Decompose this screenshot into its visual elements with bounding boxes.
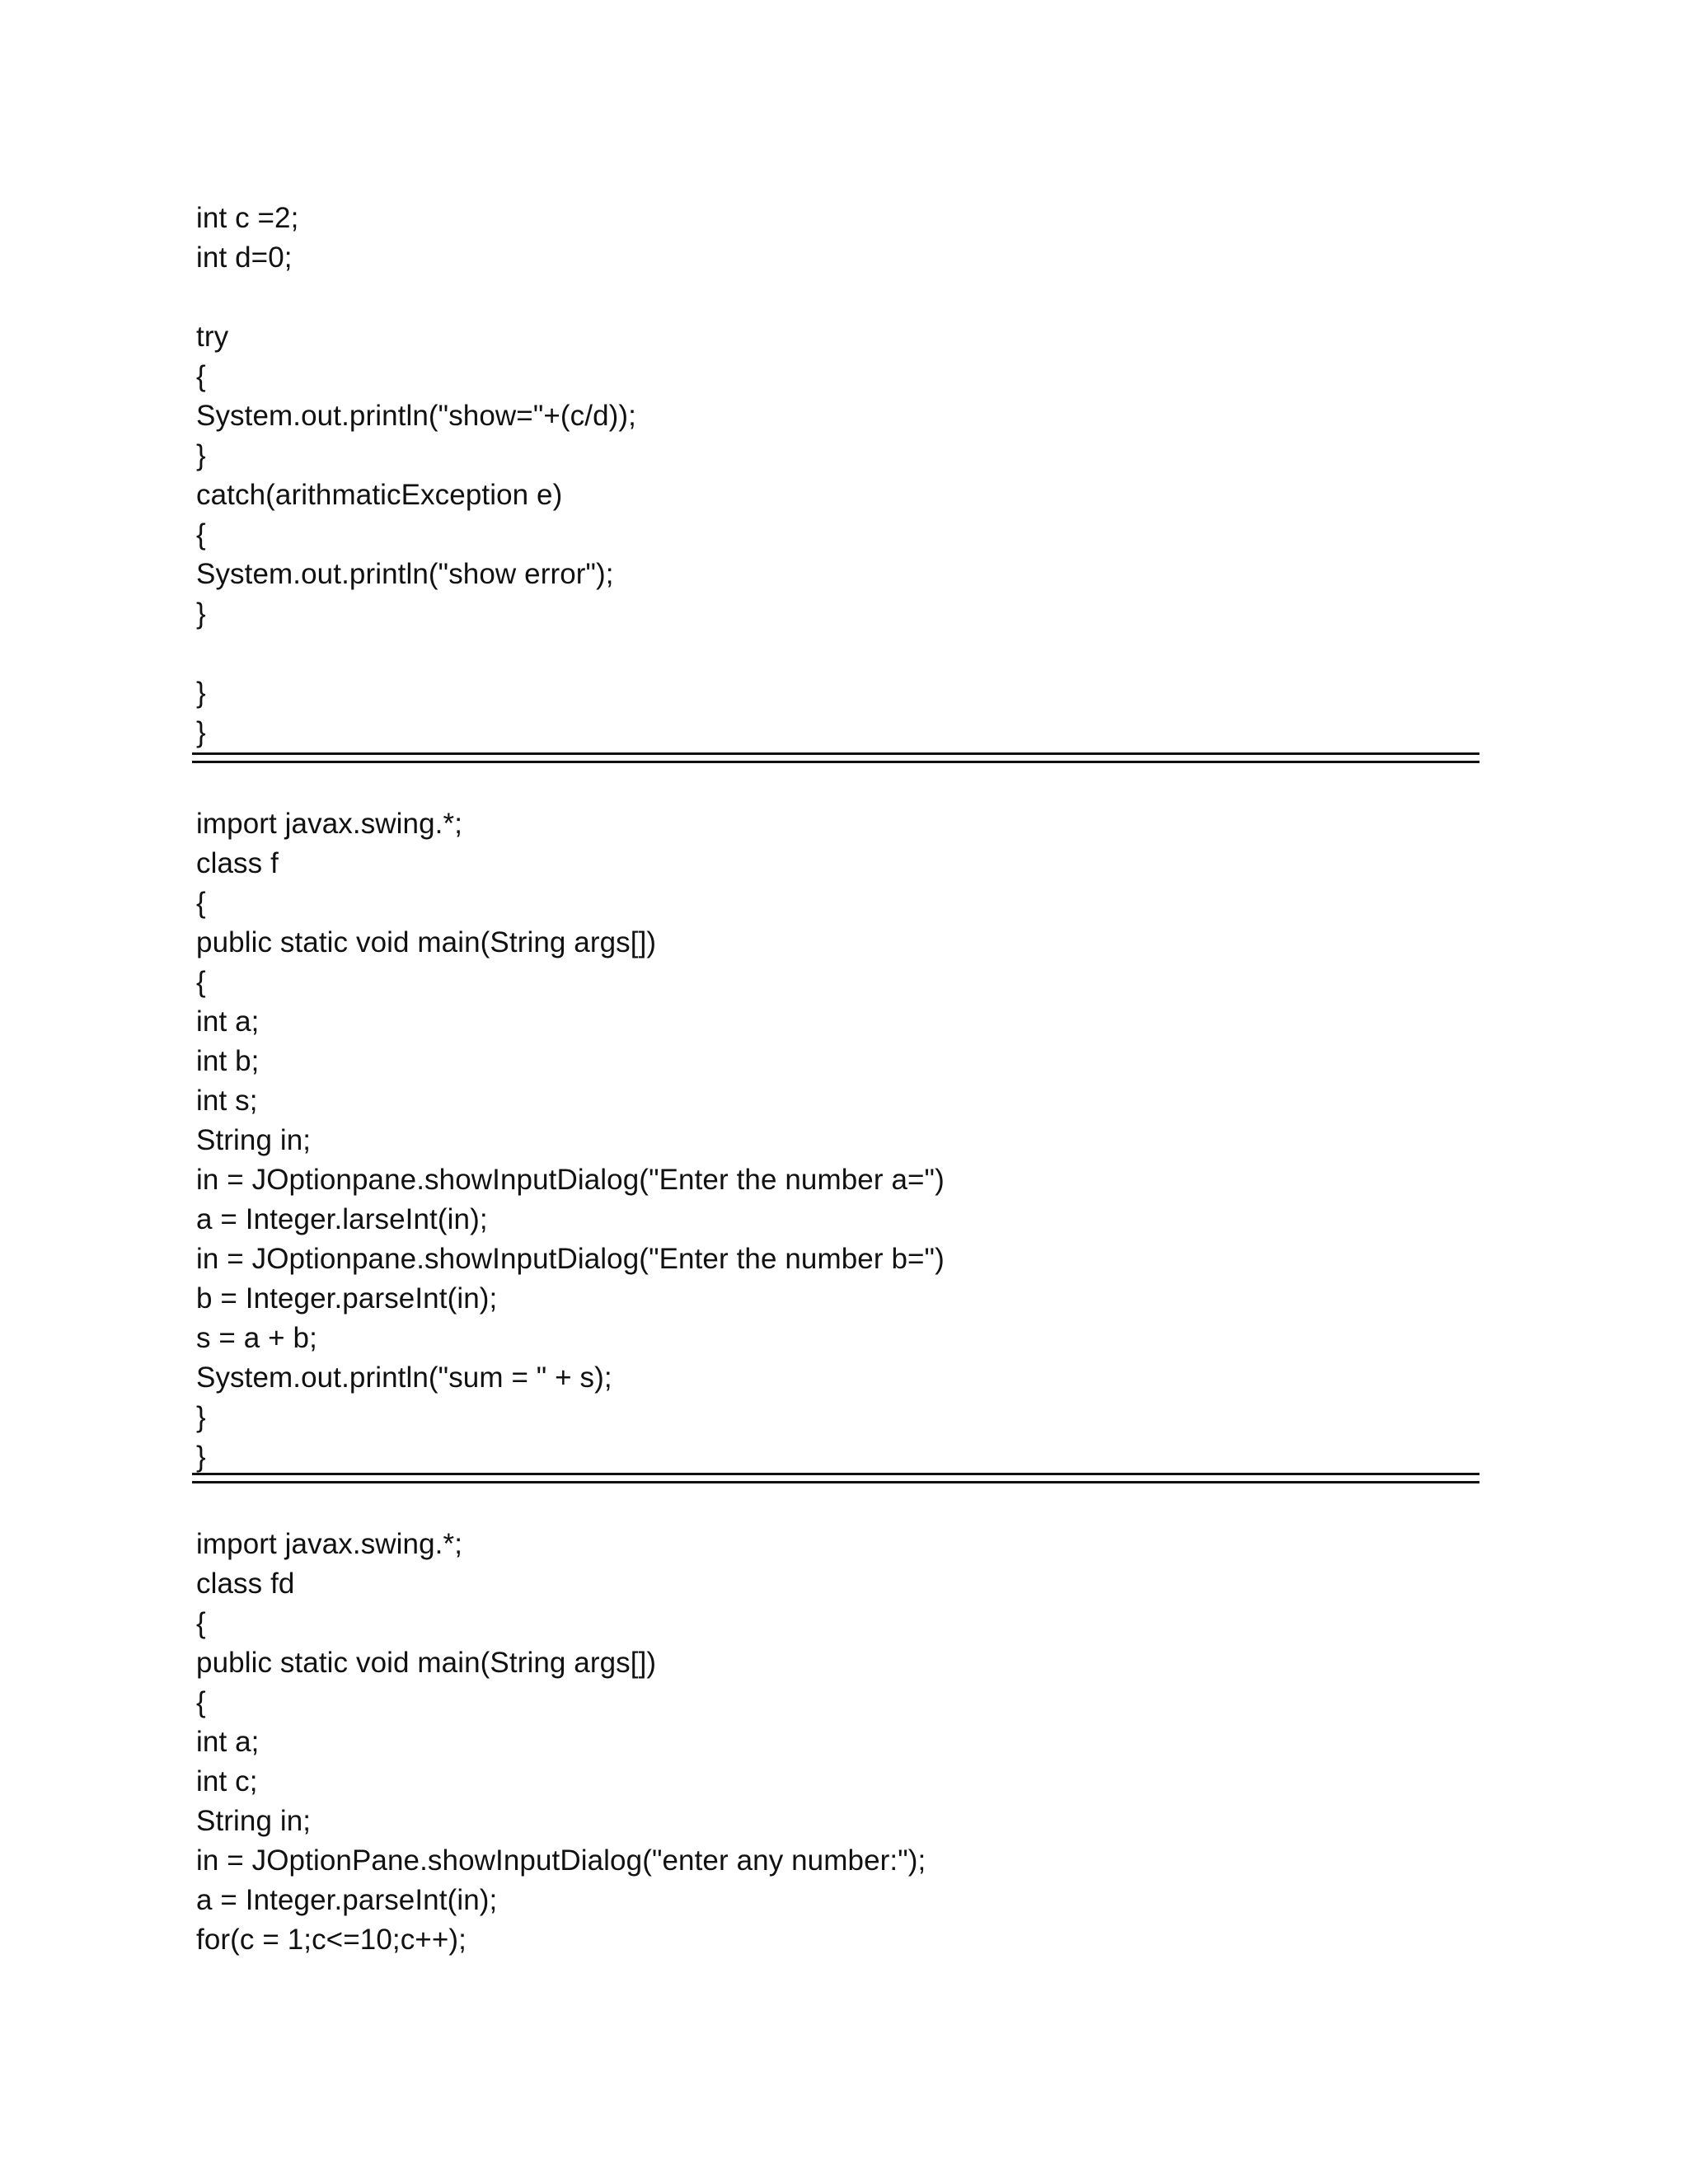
code-line: catch(arithmaticException e) [196, 479, 563, 511]
code-line: String in; [196, 1805, 312, 1837]
code-line: { [196, 966, 206, 998]
code-block-class-f [196, 804, 1482, 1477]
code-line: } [196, 716, 206, 748]
code-line: import javax.swing.*; [196, 1528, 463, 1560]
section-divider [192, 752, 1479, 763]
code-line: int d=0; [196, 241, 293, 274]
code-line: } [196, 1441, 206, 1473]
code-line: String in; [196, 1124, 312, 1156]
code-line: int s; [196, 1085, 258, 1117]
code-line: { [196, 1686, 206, 1718]
code-line: System.out.println("show error"); [196, 558, 614, 590]
code-line: s = a + b; [196, 1322, 317, 1354]
code-line: System.out.println("show="+(c/d)); [196, 400, 636, 432]
code-line: class fd [196, 1568, 295, 1600]
code-line: int a; [196, 1005, 260, 1038]
code-line: int c =2; [196, 202, 299, 234]
code-line [196, 634, 1482, 673]
code-line: a = Integer.larseInt(in); [196, 1203, 488, 1235]
code-line: try [196, 321, 229, 353]
code-block-exception [196, 199, 1482, 752]
code-line: int b; [196, 1045, 260, 1077]
code-line: public static void main(String args[]) [196, 1647, 657, 1679]
code-line: { [196, 518, 206, 551]
code-line: in = JOptionpane.showInputDialog("Enter the number a=") [196, 1164, 945, 1196]
code-line: in = JOptionPane.showInputDialog("enter any number:"); [196, 1844, 926, 1877]
section-divider [192, 1473, 1479, 1483]
code-line: int a; [196, 1726, 260, 1758]
code-line: int c; [196, 1765, 258, 1797]
code-line: class f [196, 847, 279, 879]
code-line [196, 278, 1482, 317]
code-line: } [196, 439, 206, 471]
code-block-class-fd [196, 1525, 1482, 1960]
code-line: { [196, 1607, 206, 1639]
code-line: { [196, 887, 206, 919]
code-line: } [196, 677, 206, 709]
code-line: in = JOptionpane.showInputDialog("Enter the number b=") [196, 1243, 945, 1275]
code-line: System.out.println("sum = " + s); [196, 1361, 612, 1394]
code-line: } [196, 1401, 206, 1433]
code-line: for(c = 1;c<=10;c++); [196, 1924, 467, 1956]
code-line: b = Integer.parseInt(in); [196, 1282, 498, 1315]
code-line: { [196, 360, 206, 392]
code-line: } [196, 598, 206, 630]
code-line: a = Integer.parseInt(in); [196, 1884, 498, 1916]
code-line: import javax.swing.*; [196, 808, 463, 840]
code-line: public static void main(String args[]) [196, 926, 657, 958]
